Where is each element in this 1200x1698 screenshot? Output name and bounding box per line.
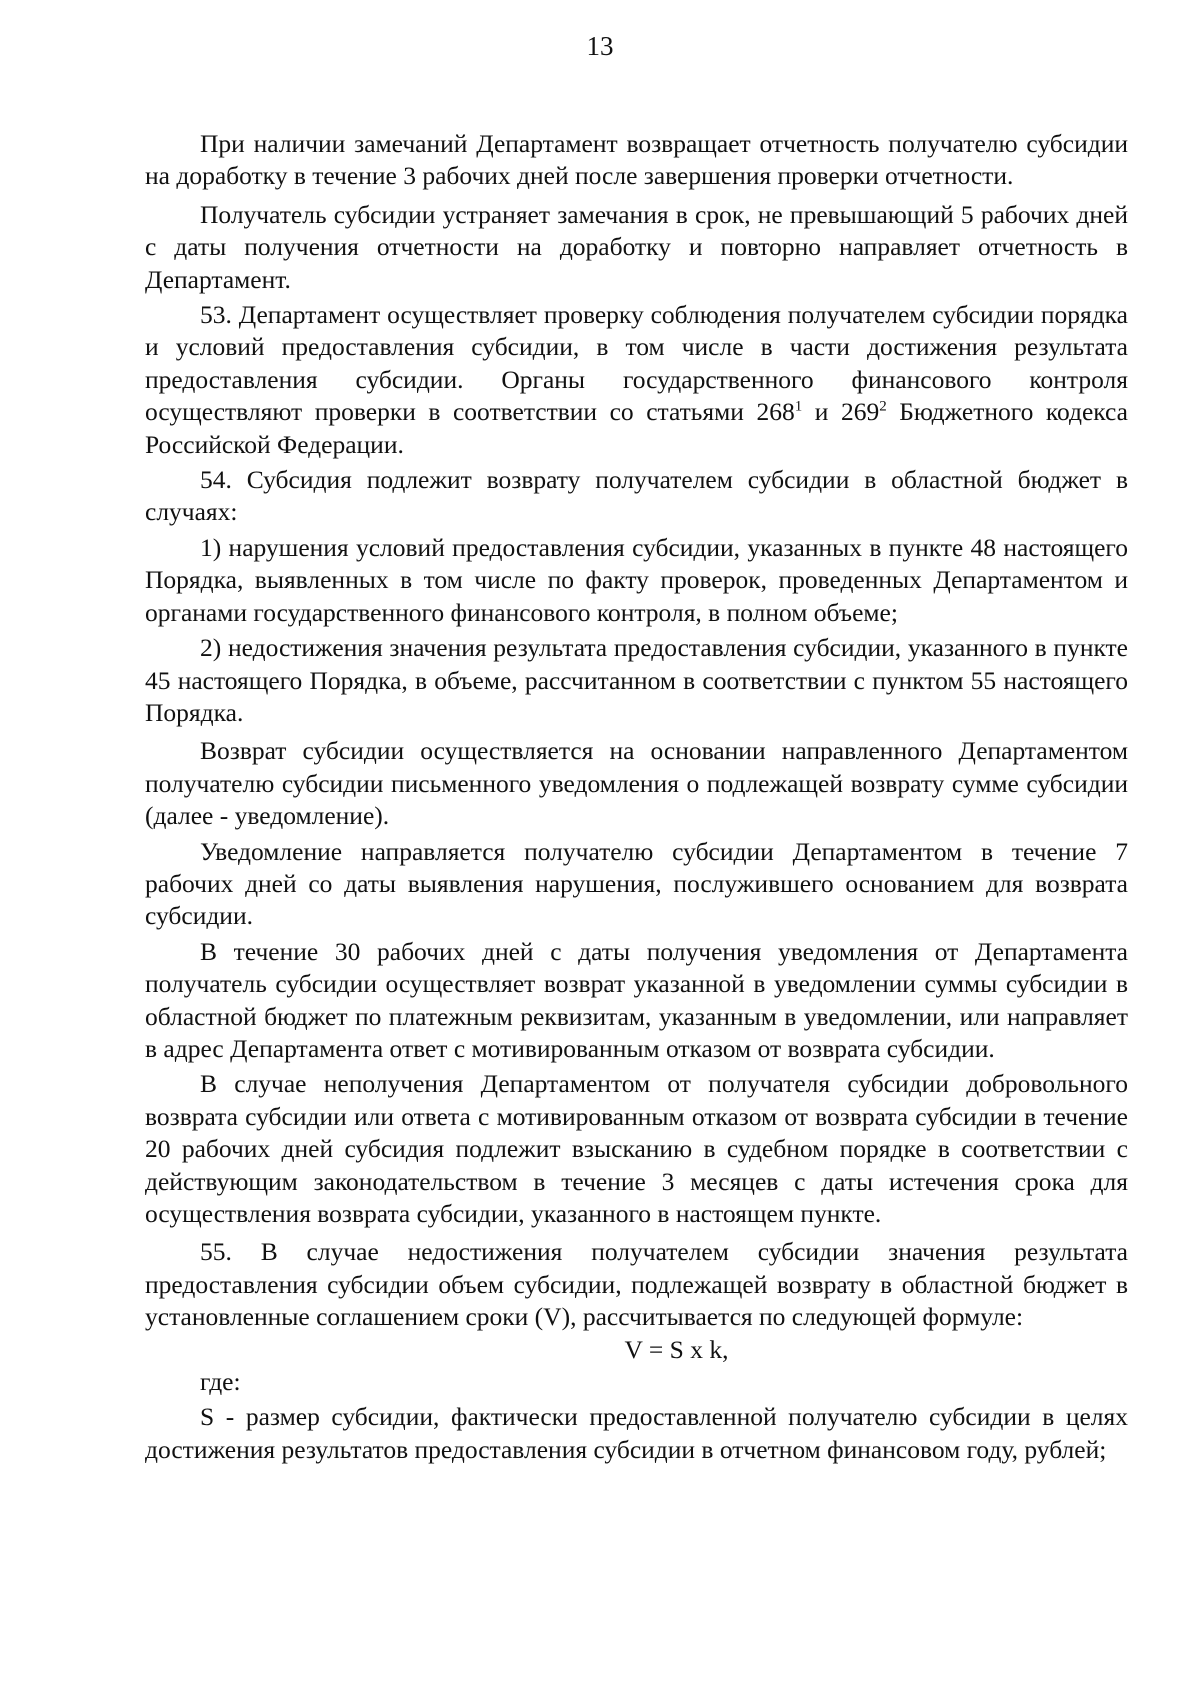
paragraph-return-basis: Возврат субсидии осуществляется на основании направленного Департаментом получателю субсидии письменного уведомления о подлежащей возврату сумме субсидии (далее - уведомление).	[145, 736, 1128, 831]
page-number: 13	[586, 31, 614, 61]
footnote-superscript-1: 1	[794, 398, 803, 415]
definition-s: S - размер субсидии, фактически предоставленной получателю субсидии в целях достижения результатов предоставления субсидии в отчетном финансовом году, рублей;	[145, 1402, 1128, 1464]
paragraph-53-mid: и 269	[802, 397, 880, 427]
paragraph-remarks-fix: Получатель субсидии устраняет замечания в срок, не превышающий 5 рабочих дней с даты получения отчетности на доработку и повторно направляет отчетность в Департамент.	[145, 199, 1128, 294]
footnote-superscript-2: 2	[879, 398, 887, 415]
paragraph-53-main: 53. Департамент осуществляет проверку соблюдения получателем субсидии порядка и условий предоставления субсидии, в том числе в части достижения результата предоставления субсидии. Органы государственного финансового контроля осуществляют проверки в соответствии со статьями 268	[145, 300, 1128, 427]
paragraph-55-calculation: 55. В случае недостижения получателем субсидии значения результата предоставления субсидии объем субсидии, подлежащей возврату в областной бюджет в установленные соглашением сроки (V), рассчитывается по следующей формуле:	[145, 1237, 1128, 1332]
where-label: где:	[200, 1367, 241, 1397]
paragraph-notification-term: Уведомление направляется получателю субсидии Департаментом в течение 7 рабочих дней со даты выявления нарушения, послужившего основанием для возврата субсидии.	[145, 836, 1128, 931]
document-body	[145, 128, 1128, 1466]
paragraph-53-end: Бюджетного кодекса Российской Федерации.	[145, 397, 1128, 459]
paragraph-30-days-return: В течение 30 рабочих дней с даты получения уведомления от Департамента получатель субсидии осуществляет возврат указанной в уведомлении суммы субсидии в областной бюджет по платежным реквизитам, указанным в уведомлении, или направляет в адрес Департамента ответ с мотивированным отказом от возврата субсидии.	[145, 936, 1128, 1063]
list-item-2-nonachievement: 2) недостижения значения результата предоставления субсидии, указанного в пункте 45 настоящего Порядка, в объеме, рассчитанном в соответствии с пунктом 55 настоящего Порядка.	[145, 633, 1128, 727]
list-item-1-violation: 1) нарушения условий предоставления субсидии, указанных в пункте 48 настоящего Порядка, выявленных в том числе по факту проверок, проведенных Департаментом и органами государственного финансового контроля, в полном объеме;	[145, 532, 1128, 627]
paragraph-court-recovery: В случае неполучения Департаментом от получателя субсидии добровольного возврата субсидии или ответа с мотивированным отказом от возврата субсидии в течение 20 рабочих дней субсидия подлежит взысканию в судебном порядке в соответствии с действующим законодательством в течение 3 месяцев с даты истечения срока для осуществления возврата субсидии, указанного в настоящем пункте.	[145, 1069, 1128, 1228]
paragraph-54-return-cases: 54. Субсидия подлежит возврату получателем субсидии в областной бюджет в случаях:	[145, 465, 1128, 527]
paragraph-53-compliance-check	[145, 299, 1128, 461]
paragraph-remarks-return: При наличии замечаний Департамент возвращает отчетность получателю субсидии на доработку в течение 3 рабочих дней после завершения проверки отчетности.	[145, 129, 1128, 191]
formula: V = S x k,	[624, 1334, 729, 1364]
